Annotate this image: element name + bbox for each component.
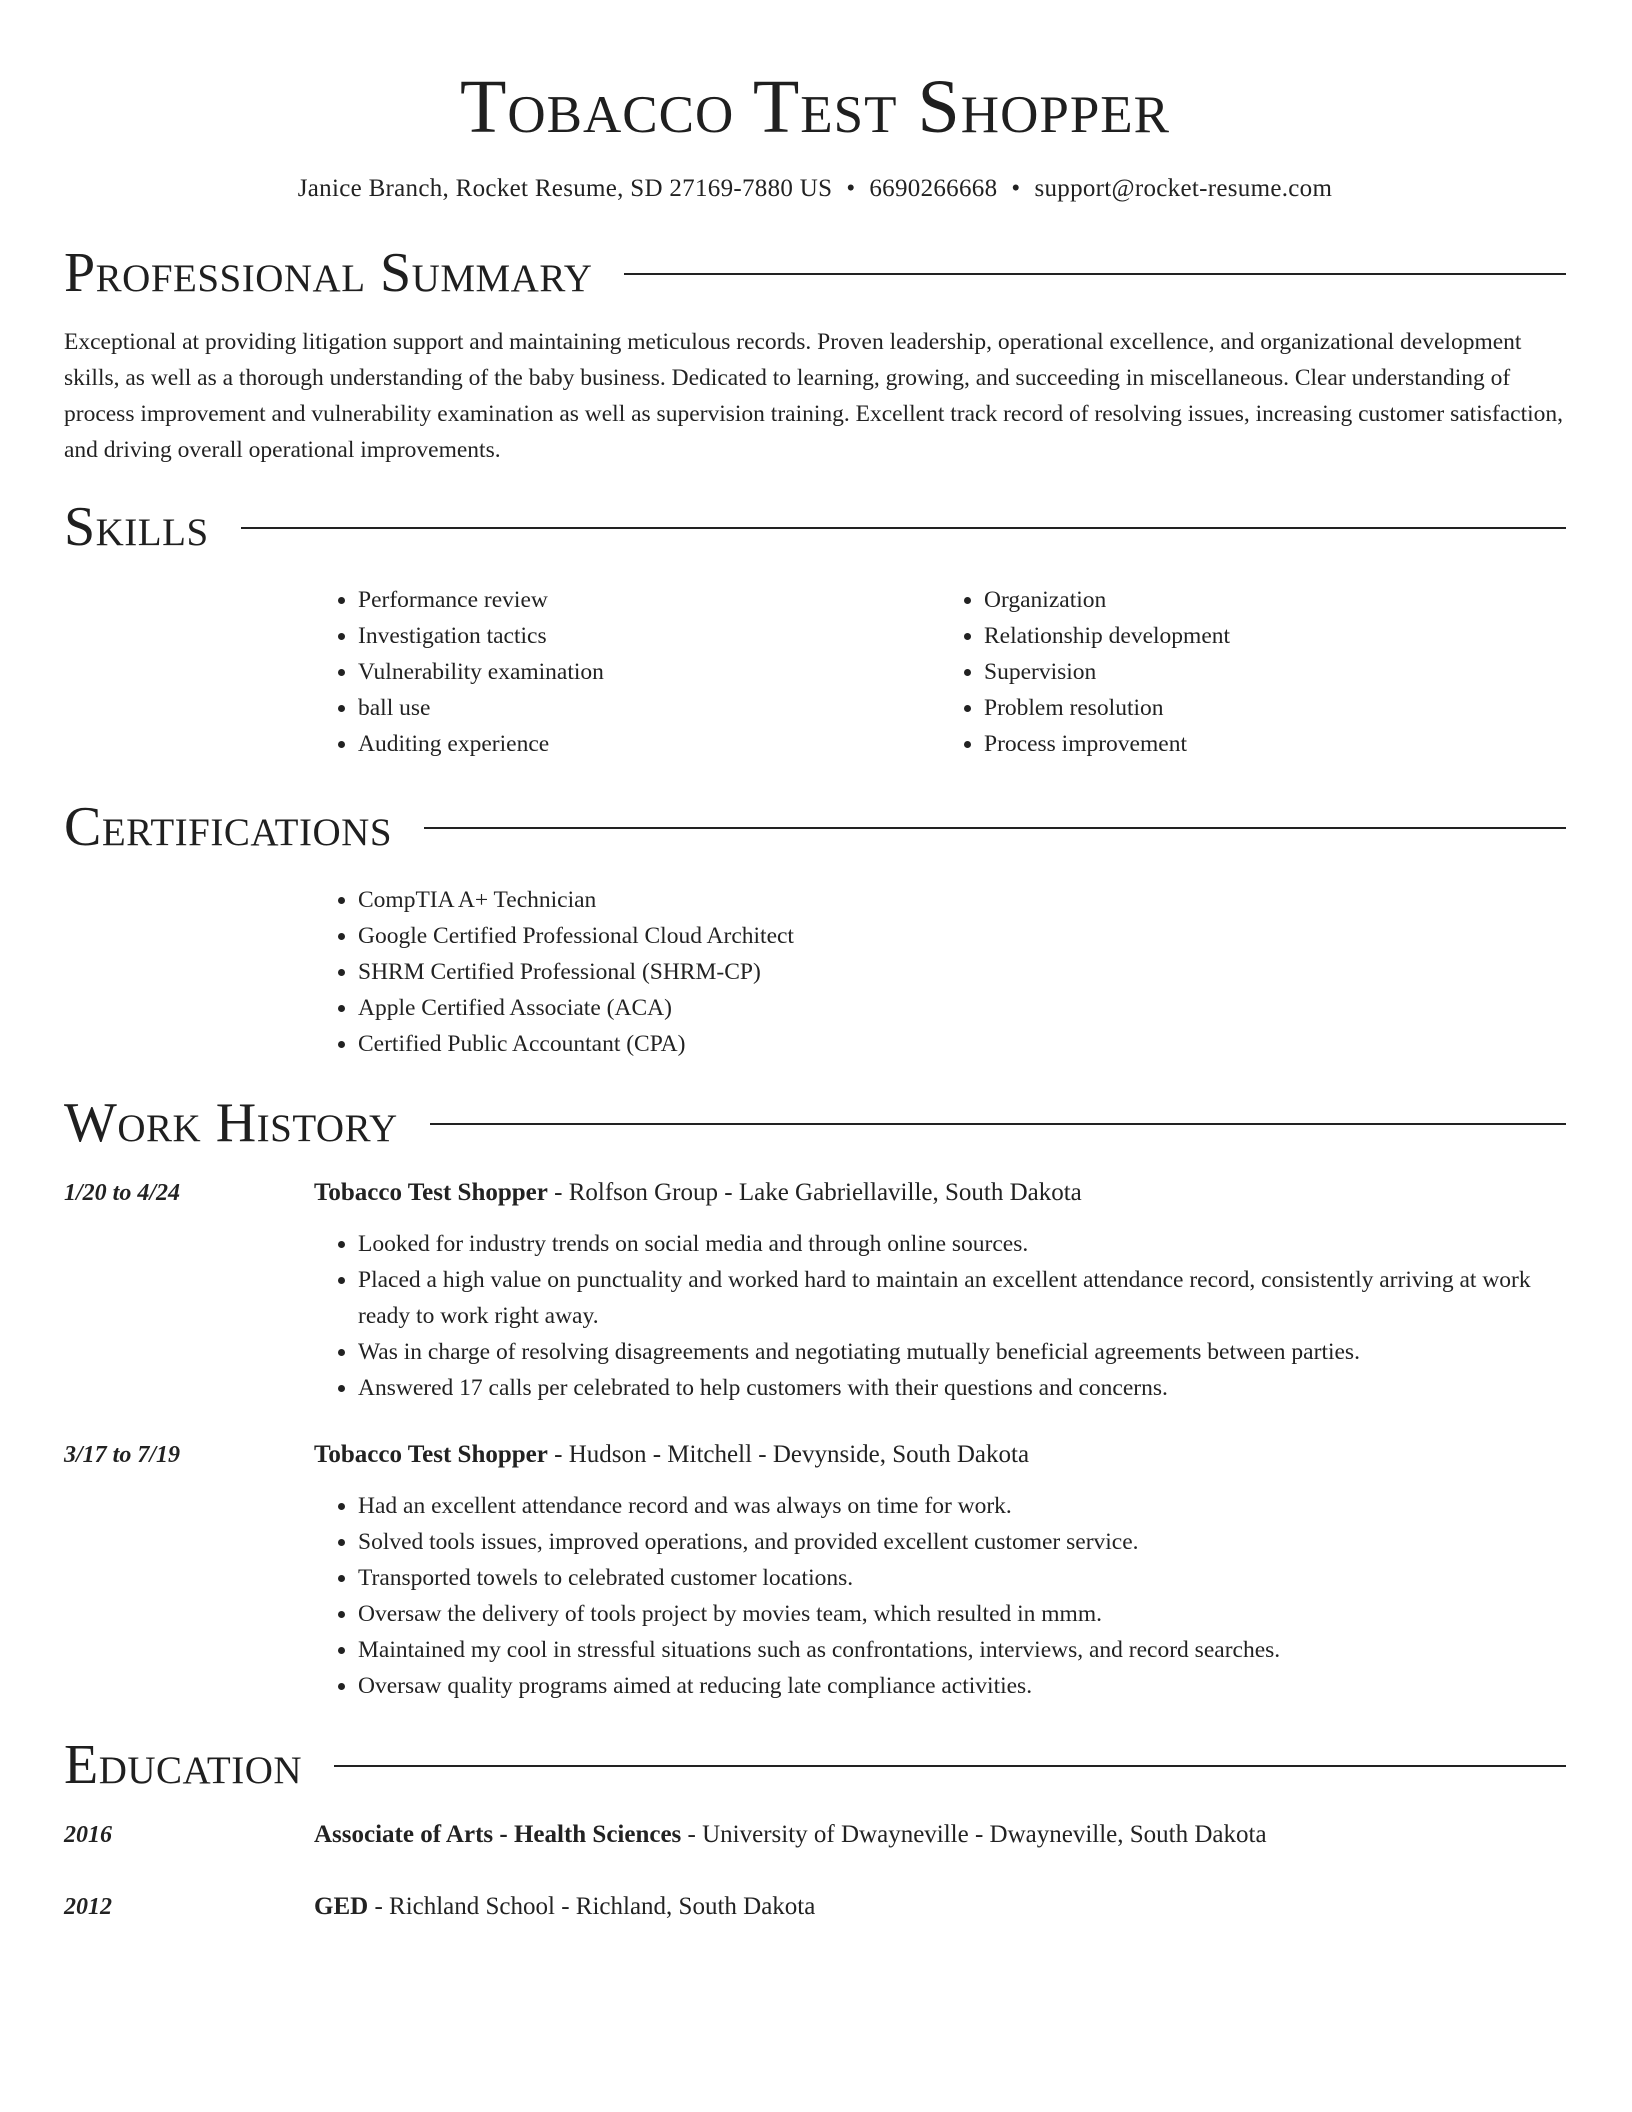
skills-header <box>64 492 1566 562</box>
job-duty: • Looked for industry trends on social media and through online sources. <box>358 1226 1566 1262</box>
skill-item: • Investigation tactics <box>358 618 940 654</box>
skills-title: Skills <box>64 496 209 558</box>
section-divider <box>241 527 1566 529</box>
job-content <box>314 1436 1566 1704</box>
contact-separator: • <box>846 175 856 202</box>
job-dates: 1/20 to 4/24 <box>64 1180 181 1206</box>
education-headline <box>314 1888 1566 1926</box>
skill-item: • Supervision <box>984 654 1566 690</box>
candidate-name: Tobacco Test Shopper <box>459 65 1171 149</box>
skill-item: • Vulnerability examination <box>358 654 940 690</box>
resume-page <box>64 0 1566 1926</box>
education-year: 2012 <box>64 1894 112 1920</box>
job-dates: 3/17 to 7/19 <box>64 1442 181 1468</box>
contact-address: Janice Branch, Rocket Resume, SD 27169-7880 US <box>297 175 833 202</box>
skill-item: • Organization <box>984 582 1566 618</box>
job-duty: • Solved tools issues, improved operations, and provided excellent customer service. <box>358 1524 1566 1560</box>
skills-list-right <box>940 582 1566 762</box>
work-history-section <box>64 1088 1566 1704</box>
education-entry <box>64 1816 1566 1854</box>
job-duty: • Oversaw the delivery of tools project by movies team, which resulted in mmm. <box>358 1596 1566 1632</box>
job-duty: • Transported towels to celebrated customer locations. <box>358 1560 1566 1596</box>
job-content <box>314 1174 1566 1406</box>
education-title: Education <box>64 1734 303 1796</box>
skill-item: • Relationship development <box>984 618 1566 654</box>
job-headline <box>314 1436 1566 1474</box>
job-duty: • Answered 17 calls per celebrated to help customers with their questions and concerns. <box>358 1370 1566 1406</box>
contact-email: support@rocket-resume.com <box>1034 175 1333 202</box>
job-title: Tobacco Test Shopper <box>314 1441 548 1468</box>
certification-item: • CompTIA A+ Technician <box>358 882 1566 918</box>
job-entry <box>64 1436 1566 1704</box>
education-degree: Associate of Arts - Health Sciences <box>314 1821 682 1848</box>
contact-line <box>64 172 1566 206</box>
job-headline <box>314 1174 1566 1212</box>
contact-separator: • <box>1011 175 1021 202</box>
education-header <box>64 1730 1566 1800</box>
job-duty: • Maintained my cool in stressful situations such as confrontations, interviews, and record searches. <box>358 1632 1566 1668</box>
skill-item: • Problem resolution <box>984 690 1566 726</box>
contact-phone: 6690266668 <box>869 175 998 202</box>
education-content <box>314 1888 1566 1926</box>
certification-item: • SHRM Certified Professional (SHRM-CP) <box>358 954 1566 990</box>
certification-item: • Certified Public Accountant (CPA) <box>358 1026 1566 1062</box>
education-school: - Richland School - Richland, South Dakota <box>368 1893 816 1920</box>
certifications-title: Certifications <box>64 796 393 858</box>
skills-columns <box>314 582 1566 762</box>
section-divider <box>334 1765 1566 1767</box>
summary-title: Professional Summary <box>64 242 593 304</box>
job-entry <box>64 1174 1566 1406</box>
section-divider <box>624 273 1566 275</box>
certifications-header <box>64 792 1566 862</box>
certification-item: • Google Certified Professional Cloud Architect <box>358 918 1566 954</box>
job-duty: • Oversaw quality programs aimed at reducing late compliance activities. <box>358 1668 1566 1704</box>
certification-item: • Apple Certified Associate (ACA) <box>358 990 1566 1026</box>
work-history-title: Work History <box>64 1092 398 1154</box>
skills-list-left <box>314 582 940 762</box>
job-duty: • Was in charge of resolving disagreements and negotiating mutually beneficial agreements between parties. <box>358 1334 1566 1370</box>
job-duty: • Had an excellent attendance record and was always on time for work. <box>358 1488 1566 1524</box>
certifications-section <box>64 792 1566 1062</box>
skill-item: • Auditing experience <box>358 726 940 762</box>
skill-item: • Performance review <box>358 582 940 618</box>
job-duties <box>314 1488 1566 1704</box>
summary-section <box>64 238 1566 468</box>
education-section <box>64 1730 1566 1926</box>
education-school: - University of Dwayneville - Dwayneville, South Dakota <box>681 1821 1267 1848</box>
section-divider <box>430 1123 1566 1125</box>
summary-text: Exceptional at providing litigation support and maintaining meticulous records. Proven leadership, operational excellence, and organizational development skills, as well as a thorough understanding of the baby business. Dedicated to learning, growing, and succeeding in miscellaneous. Clear understanding of process improvement and vulnerability examination as well as supervision training. Excellent track record of resolving issues, increasing customer satisfaction, and driving overall operational improvements. <box>64 329 1564 463</box>
skills-section <box>64 492 1566 762</box>
job-company-location: - Hudson - Mitchell - Devynside, South Dakota <box>547 1441 1030 1468</box>
summary-header <box>64 238 1566 308</box>
job-duty: • Placed a high value on punctuality and worked hard to maintain an excellent attendance record, consistently arriving at work ready to work right away. <box>358 1262 1566 1334</box>
education-year: 2016 <box>64 1822 112 1848</box>
job-duties <box>314 1226 1566 1406</box>
skill-item: • Process improvement <box>984 726 1566 762</box>
work-history-header <box>64 1088 1566 1158</box>
job-title: Tobacco Test Shopper <box>314 1179 548 1206</box>
education-content <box>314 1816 1566 1854</box>
education-entry <box>64 1888 1566 1926</box>
skill-item: • ball use <box>358 690 940 726</box>
section-divider <box>424 827 1566 829</box>
education-degree: GED <box>314 1893 369 1920</box>
certifications-list <box>314 882 1566 1062</box>
education-headline <box>314 1816 1566 1854</box>
job-company-location: - Rolfson Group - Lake Gabriellaville, South Dakota <box>547 1179 1082 1206</box>
